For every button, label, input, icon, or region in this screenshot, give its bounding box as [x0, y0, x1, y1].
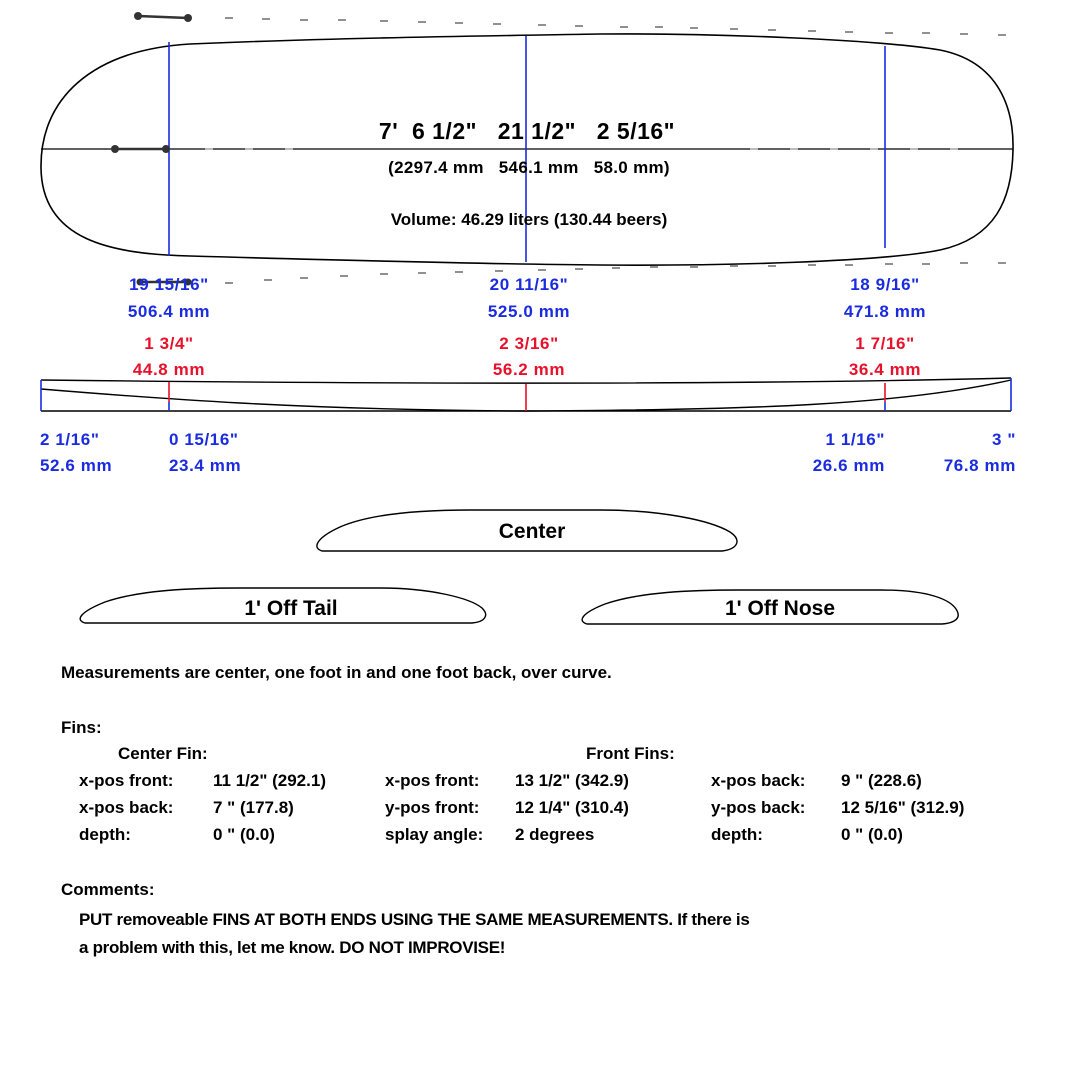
rocker-profile: [41, 378, 1011, 411]
comments-line: PUT removeable FINS AT BOTH ENDS USING THE SAME MEASUREMENTS. If there is: [79, 910, 750, 929]
center-fin-label: x-pos back:: [79, 798, 174, 817]
front-fin-value: 12 1/4" (310.4): [515, 798, 629, 817]
tail-section-label: 1' Off Tail: [244, 597, 338, 620]
tail-rocker-mm: 52.6 mm: [40, 456, 113, 475]
tail-width-inches: 19 15/16": [129, 275, 209, 294]
center-handle-marker: [111, 145, 170, 153]
center-thickness-inches: 2 3/16": [499, 334, 559, 353]
comments-heading: Comments:: [61, 880, 155, 899]
top-handle-marker: [134, 12, 192, 22]
nose-foot-rocker-mm: 26.6 mm: [812, 456, 885, 475]
tail-thickness-mm: 44.8 mm: [132, 360, 206, 379]
center-width-inches: 20 11/16": [489, 275, 569, 294]
front-fin-label: x-pos front:: [385, 771, 480, 790]
front-fin-value: 9 " (228.6): [841, 771, 922, 790]
front-fin-value: 0 " (0.0): [841, 825, 903, 844]
nose-section-label: 1' Off Nose: [724, 597, 835, 620]
center-fin-label: depth:: [79, 825, 131, 844]
front-fin-value: 13 1/2" (342.9): [515, 771, 629, 790]
comments-line: a problem with this, let me know. DO NOT IMPROVISE!: [79, 938, 506, 957]
center-fin-label: x-pos front:: [79, 771, 174, 790]
front-fin-label: y-pos front:: [385, 798, 480, 817]
front-fin-label: depth:: [711, 825, 763, 844]
nose-width-mm: 471.8 mm: [843, 302, 927, 321]
front-fins-heading: Front Fins:: [586, 744, 675, 763]
tail-rocker-inches: 2 1/16": [40, 430, 100, 449]
center-fin-heading: Center Fin:: [118, 744, 208, 763]
tail-foot-rocker-inches: 0 15/16": [169, 430, 239, 449]
front-fin-label: y-pos back:: [711, 798, 806, 817]
center-width-mm: 525.0 mm: [487, 302, 571, 321]
tail-thickness-inches: 1 3/4": [144, 334, 194, 353]
center-fin-value: 7 " (177.8): [213, 798, 294, 817]
measurement-note: Measurements are center, one foot in and one foot back, over curve.: [61, 663, 612, 682]
tail-foot-rocker-mm: 23.4 mm: [169, 456, 242, 475]
nose-thickness-inches: 1 7/16": [855, 334, 915, 353]
nose-rocker-inches: 3 ": [991, 430, 1016, 449]
nose-rocker-mm: 76.8 mm: [943, 456, 1016, 475]
board-dimensions-mm: (2297.4 mm 546.1 mm 58.0 mm): [388, 158, 670, 177]
front-fin-label: x-pos back:: [711, 771, 806, 790]
board-volume: Volume: 46.29 liters (130.44 beers): [390, 210, 668, 229]
center-thickness-mm: 56.2 mm: [492, 360, 566, 379]
front-fin-value: 12 5/16" (312.9): [841, 798, 965, 817]
center-section-label: Center: [498, 520, 566, 543]
top-dashed-guide: [225, 18, 1006, 35]
front-fin-label: splay angle:: [385, 825, 484, 844]
nose-thickness-mm: 36.4 mm: [848, 360, 922, 379]
nose-foot-rocker-inches: 1 1/16": [825, 430, 885, 449]
center-fin-value: 0 " (0.0): [213, 825, 275, 844]
board-dimensions: 7' 6 1/2" 21 1/2" 2 5/16": [378, 118, 676, 144]
comments-body: [79, 906, 749, 962]
center-fin-value: 11 1/2" (292.1): [213, 771, 326, 790]
front-fin-value: 2 degrees: [515, 825, 595, 844]
fins-heading: Fins:: [61, 718, 102, 737]
tail-width-mm: 506.4 mm: [127, 302, 211, 321]
nose-width-inches: 18 9/16": [850, 275, 920, 294]
